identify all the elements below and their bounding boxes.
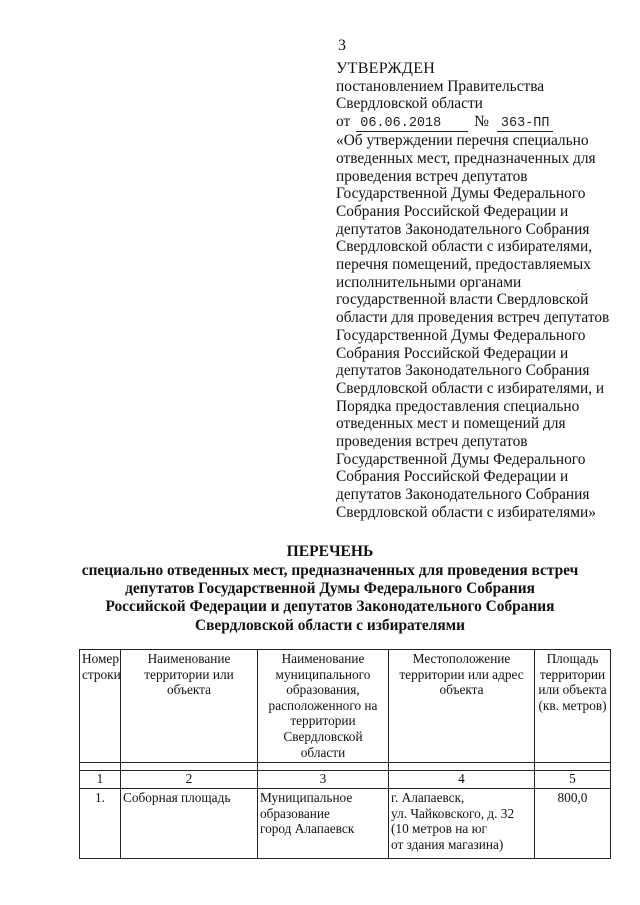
- resolution-title-line: государственной власти Свердловской: [336, 291, 589, 309]
- resolution-title-line: отведенных мест и помещений для: [336, 415, 566, 433]
- places-table: [79, 649, 611, 859]
- municipality-line: город Алапаевск: [260, 821, 355, 837]
- header-cell: Местоположение территории или адрес объекта: [389, 650, 535, 763]
- header-cell: Наименование территории или объекта: [121, 650, 258, 763]
- municipality-line: образование: [260, 805, 330, 821]
- column-number: 1: [80, 771, 121, 789]
- column-number: 2: [121, 771, 258, 789]
- resolution-title-line: области для проведения встреч депутатов: [336, 309, 610, 327]
- territory-name: Соборная площадь: [121, 789, 258, 859]
- resolution-title-line: Свердловской области с избирателями,: [336, 238, 593, 256]
- address-line: ул. Чайковского, д. 32: [391, 805, 515, 821]
- column-number: 4: [389, 771, 535, 789]
- list-subtitle-line: Российской Федерации и депутатов Законодательного Собрания: [105, 598, 555, 616]
- resolution-title-line: Государственной Думы Федерального: [336, 450, 586, 468]
- resolution-title-line: Порядка предоставления специально: [336, 397, 580, 415]
- resolution-title: [336, 132, 628, 521]
- resolution-number: 363-ПП: [497, 116, 553, 132]
- resolution-title-line: Собрания Российской Федерации и: [336, 468, 569, 486]
- address-line: от здания магазина): [391, 836, 504, 852]
- column-number: 5: [535, 771, 611, 789]
- row-number: 1.: [80, 789, 121, 859]
- list-subtitle: [30, 562, 630, 635]
- resolution-title-line: Государственной Думы Федерального: [336, 185, 586, 203]
- address-line: (10 метров на юг: [391, 821, 487, 837]
- approval-line: Свердловской области: [336, 95, 483, 113]
- resolution-title-line: Свердловской области с избирателями, и: [336, 379, 605, 397]
- column-number: 3: [258, 771, 389, 789]
- resolution-title-line: депутатов Законодательного Собрания: [336, 486, 590, 504]
- resolution-date: 06.06.2018: [356, 116, 468, 132]
- approval-stamp: [336, 60, 628, 522]
- list-subtitle-line: специально отведенных мест, предназначенных для проведения встреч: [81, 562, 579, 579]
- resolution-title-line: «Об утверждении перечня специально: [336, 132, 589, 150]
- municipality-line: Муниципальное: [260, 790, 353, 806]
- resolution-date-number: [336, 113, 628, 132]
- resolution-title-line: Собрания Российской Федерации и: [336, 344, 569, 362]
- resolution-title-line: отведенных мест, предназначенных для: [336, 149, 596, 167]
- column-number-row: [80, 771, 611, 789]
- resolution-title-line: депутатов Законодательного Собрания: [336, 220, 590, 238]
- resolution-title-line: проведения встреч депутатов: [336, 433, 528, 451]
- address-line: г. Алапаевск,: [391, 790, 465, 806]
- from-label: от: [336, 113, 351, 131]
- number-label: №: [474, 113, 489, 131]
- table-row: [80, 789, 611, 859]
- resolution-title-line: Государственной Думы Федерального: [336, 326, 586, 344]
- list-subtitle-line: депутатов Государственной Думы Федерального Собрания: [125, 580, 535, 598]
- table-spacer-row: [80, 763, 611, 771]
- resolution-title-line: депутатов Законодательного Собрания: [336, 362, 590, 380]
- approval-heading: УТВЕРЖДЕН: [336, 60, 436, 77]
- address: [389, 789, 535, 859]
- table-header-row: [80, 650, 611, 763]
- header-cell: Номер строки: [80, 650, 121, 763]
- approval-line: постановлением Правительства: [336, 77, 545, 95]
- resolution-title-line: проведения встреч депутатов: [336, 167, 528, 185]
- resolution-title-line: исполнительными органами: [336, 273, 522, 291]
- resolution-title-line: перечня помещений, предоставляемых: [336, 256, 591, 274]
- area-value: 800,0: [535, 789, 611, 859]
- resolution-title-line: Собрания Российской Федерации и: [336, 202, 569, 220]
- header-cell: Площадь территории или объекта (кв. метров): [535, 650, 611, 763]
- resolution-title-line: Свердловской области с избирателями»: [336, 503, 596, 521]
- page-number: 3: [338, 37, 346, 54]
- list-subtitle-line: Свердловской области с избирателями: [194, 616, 466, 634]
- header-cell: Наименование муниципального образования, расположенного на территории Свердловской области: [258, 650, 389, 763]
- municipality: [258, 789, 389, 859]
- list-title: ПЕРЕЧЕНЬ: [286, 543, 374, 560]
